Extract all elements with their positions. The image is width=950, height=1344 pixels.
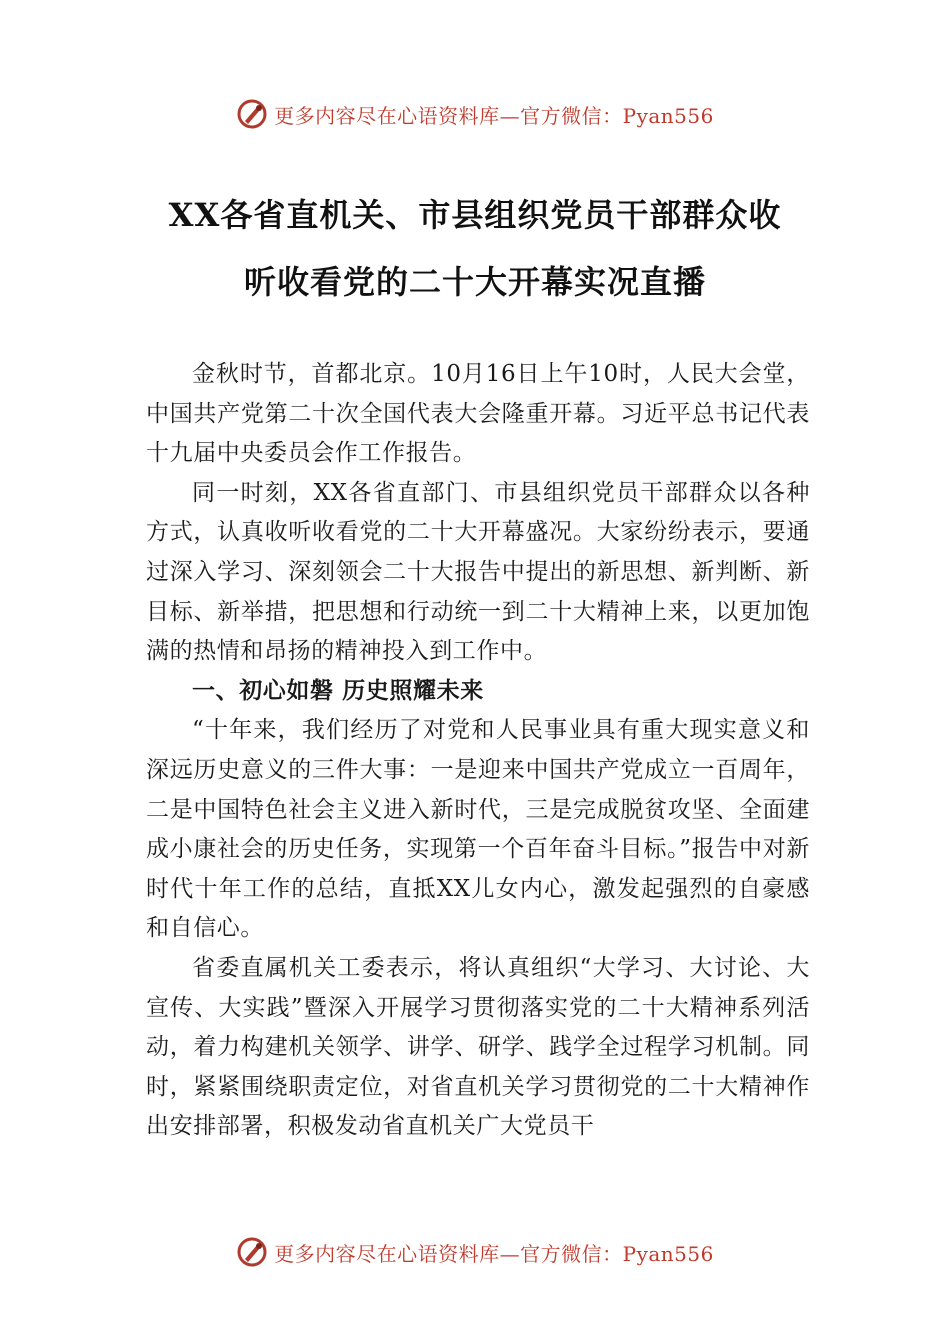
paragraph-3: “十年来，我们经历了对党和人民事业具有重大现实意义和深远历史意义的三件大事：一是迎来中国共产党成立一百周年，二是中国特色社会主义进入新时代，三是完成脱贫攻坚、全面建成小康社会的历史任务，实现第一个百年奋斗目标。”报告中对新时代十年工作的总结，直抵XX儿女内心，激发起强烈的自豪感和自信心。 bbox=[146, 717, 810, 942]
pen-seal-logo-icon bbox=[236, 98, 268, 130]
document-title-line-1: XX各省直机关、市县组织党员干部群众收 bbox=[168, 196, 782, 234]
header-banner bbox=[0, 94, 950, 134]
pen-seal-logo-icon bbox=[236, 1236, 268, 1268]
paragraph-2: 同一时刻，XX各省直部门、市县组织党员干部群众以各种方式，认真收听收看党的二十大开幕盛况。大家纷纷表示，要通过深入学习、深刻领会二十大报告中提出的新思想、新判断、新目标、新举措，把思想和行动统一到二十大精神上来，以更加饱满的热情和昂扬的精神投入到工作中。 bbox=[146, 479, 810, 665]
paragraph-1: 金秋时节，首都北京。10月16日上午10时，人民大会堂，中国共产党第二十次全国代表大会隆重开幕。习近平总书记代表十九届中央委员会作工作报告。 bbox=[146, 361, 810, 467]
document-body bbox=[146, 355, 810, 1147]
section-heading-1: 一、初心如磐 历史照耀未来 bbox=[192, 677, 484, 704]
footer-banner bbox=[0, 1232, 950, 1272]
paragraph-4: 省委直属机关工委表示，将认真组织“大学习、大讨论、大宣传、大实践”暨深入开展学习贯彻落实党的二十大精神系列活动，着力构建机关领学、讲学、研学、践学全过程学习机制。同时，紧紧围绕职责定位，对省直机关学习贯彻党的二十大精神作出安排部署，积极发动省直机关广大党员干 bbox=[146, 954, 810, 1140]
document-title-line-2: 听收看党的二十大开幕实况直播 bbox=[243, 263, 706, 301]
header-banner-text: 更多内容尽在心语资料库—官方微信：Pyan556 bbox=[274, 103, 714, 128]
footer-banner-text: 更多内容尽在心语资料库—官方微信：Pyan556 bbox=[274, 1241, 714, 1266]
